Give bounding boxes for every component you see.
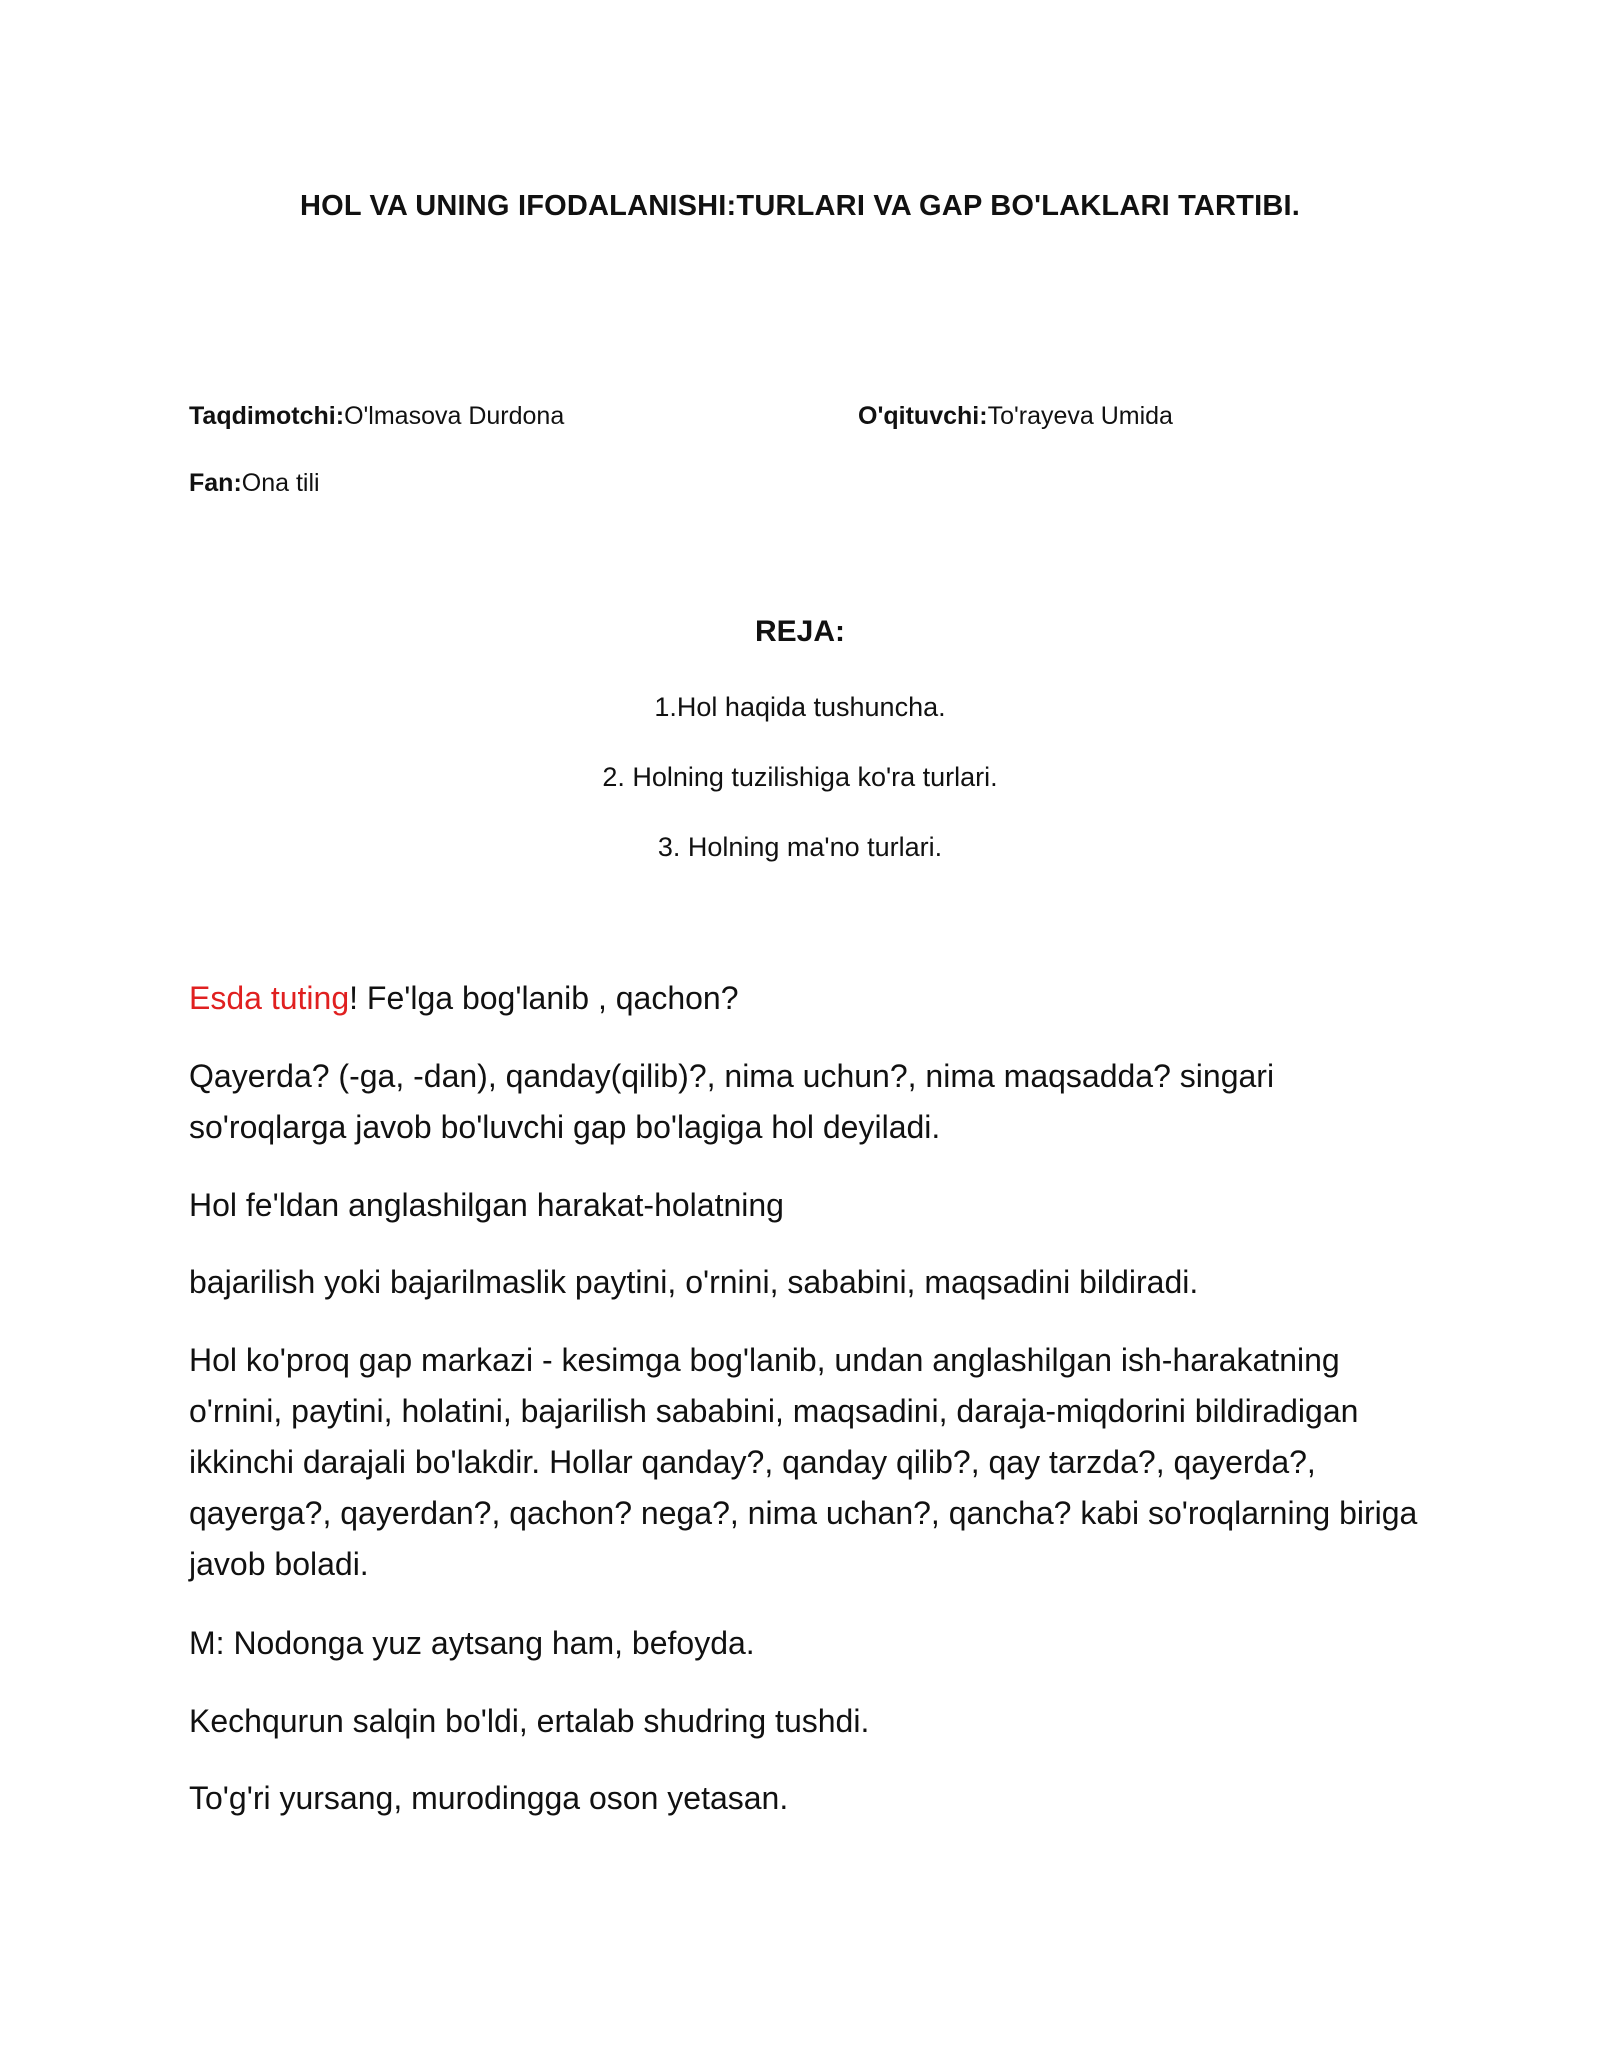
subject-name: Ona tili (241, 469, 320, 497)
note-text: ! Fe'lga bog'lanib , qachon? (349, 980, 739, 1016)
subject-label: Fan: (189, 469, 242, 497)
definition-paragraph-1: Hol fe'ldan anglashilgan harakat-holatning (189, 1187, 784, 1223)
example-sentence: M: Nodonga yuz aytsang ham, befoyda. (189, 1625, 755, 1661)
teacher-name: To'rayeva Umida (987, 402, 1173, 430)
presenter-label: Taqdimotchi: (189, 402, 345, 430)
note-highlight: Esda tuting (189, 980, 350, 1016)
example-sentence: To'g'ri yursang, murodingga oson yetasan. (189, 1780, 789, 1816)
plan-item: 3. Holning ma'no turlari. (657, 832, 943, 862)
definition-paragraph-2: bajarilish yoki bajarilmaslik paytini, o'rnini, sababini, maqsadini bildiradi. (189, 1264, 1199, 1300)
questions-paragraph: Qayerda? (-ga, -dan), qanday(qilib)?, nima uchun?, nima maqsadda? singari so'roqlarga javob bo'luvchi gap bo'lagiga hol deyiladi. (189, 1058, 1275, 1145)
teacher-label: O'qituvchi: (858, 402, 988, 430)
example-sentence: Kechqurun salqin bo'ldi, ertalab shudring tushdi. (189, 1703, 870, 1739)
teacher-info (858, 402, 1173, 431)
plan-item: 1.Hol haqida tushuncha. (654, 692, 946, 722)
presenter-name: O'lmasova Durdona (344, 402, 565, 430)
presenter-info (189, 402, 564, 431)
document-title: HOL VA UNING IFODALANISHI:TURLARI VA GAP BO'LAKLARI TARTIBI. (299, 190, 1301, 222)
plan-item: 2. Holning tuzilishiga ko'ra turlari. (602, 762, 998, 792)
subject-info (189, 469, 320, 498)
plan-heading: REJA: (754, 615, 845, 648)
note-paragraph (189, 973, 1419, 1024)
explanation-paragraph: Hol ko'proq gap markazi - kesimga bog'lanib, undan anglashilgan ish-harakatning o'rnini, paytini, holatini, bajarilish sababini, maqsadini, daraja-miqdorini bildiradigan ikkinchi darajali bo'lakdir. Hollar qanday?, qanday qilib?, qay tarzda?, qayerda?, qayerga?, qayerdan?, qachon? nega?, nima uchan?, qancha? kabi so'roqlarning biriga javob boladi. (189, 1342, 1418, 1582)
